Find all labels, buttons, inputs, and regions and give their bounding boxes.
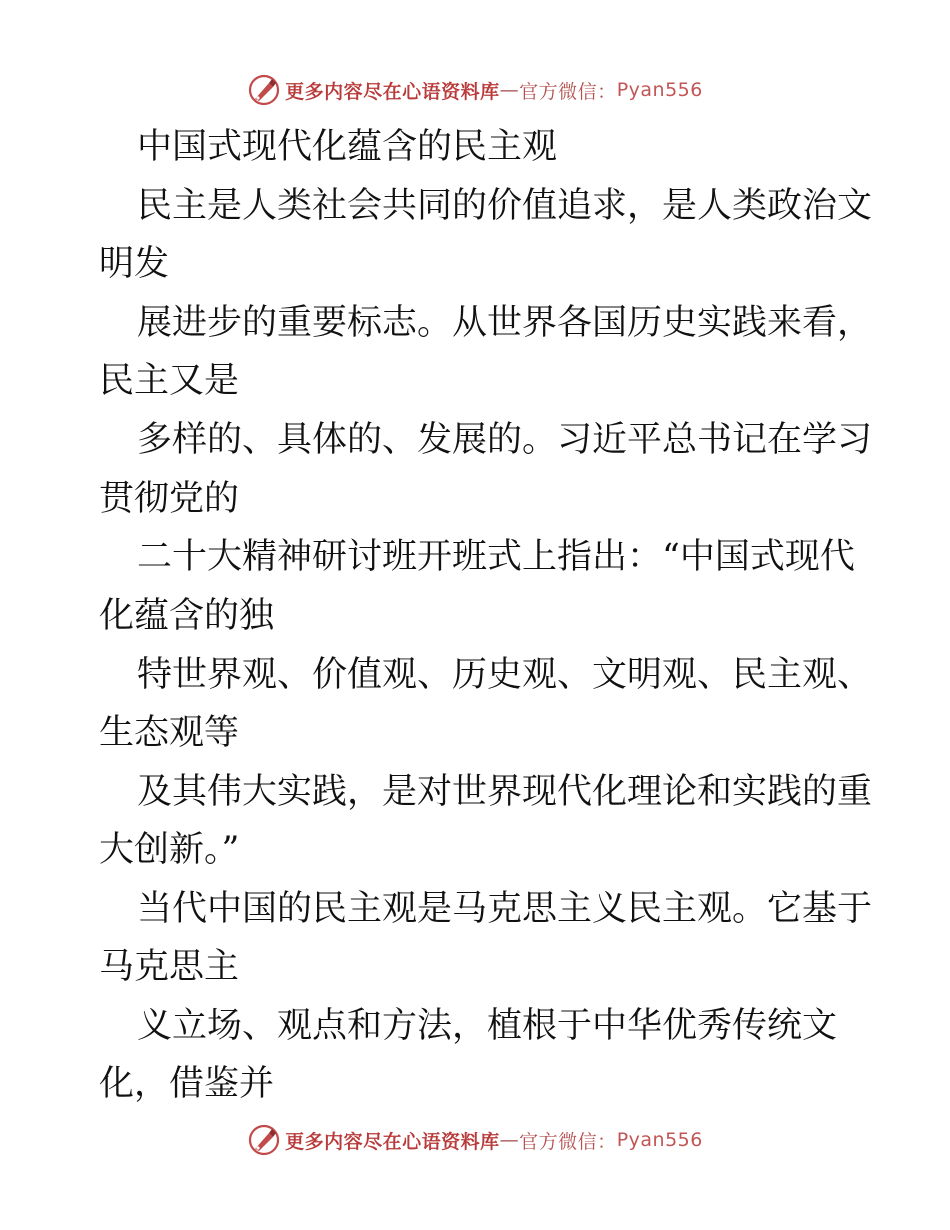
body-line: 大创新。” [99,830,240,870]
header-watermark [0,70,950,110]
body-line: 二十大精神研讨班开班式上指出：“中国式现代 [137,537,855,577]
watermark-wechat-id: Pyan556 [616,1129,703,1151]
body-line: 当代中国的民主观是马克思主义民主观。它基于 [137,889,873,929]
watermark-dash: — [499,1129,520,1151]
watermark-dash: — [499,79,520,101]
watermark-site-text: 更多内容尽在心语资料库 [285,1130,500,1153]
body-line: 特世界观、价值观、历史观、文明观、民主观、 [137,655,873,695]
body-line: 化蕴含的独 [99,596,275,636]
body-line: 生态观等 [99,713,240,753]
body-line: 义立场、观点和方法，植根于中华优秀传统文 [137,1006,838,1046]
footer-watermark [0,1120,950,1160]
body-line: 明发 [99,244,170,284]
body-line: 民主又是 [99,361,240,401]
body-line: 展进步的重要标志。从世界各国历史实践来看， [137,303,873,343]
body-line: 民主是人类社会共同的价值追求，是人类政治文 [137,186,873,226]
body-line: 多样的、具体的、发展的。习近平总书记在学习 [137,420,873,460]
pen-logo-icon [247,73,281,107]
watermark-site-text: 更多内容尽在心语资料库 [285,80,500,103]
document-title: 中国式现代化蕴含的民主观 [137,127,558,167]
watermark-wechat-id: Pyan556 [616,79,703,101]
watermark-wechat-label: 官方微信： [519,80,617,103]
body-line: 化，借鉴并 [99,1064,275,1104]
body-line: 及其伟大实践，是对世界现代化理论和实践的重 [137,772,873,812]
body-line: 贯彻党的 [99,479,240,519]
watermark-wechat-label: 官方微信： [519,1130,617,1153]
pen-logo-icon [247,1123,281,1157]
body-line: 马克思主 [99,947,240,987]
